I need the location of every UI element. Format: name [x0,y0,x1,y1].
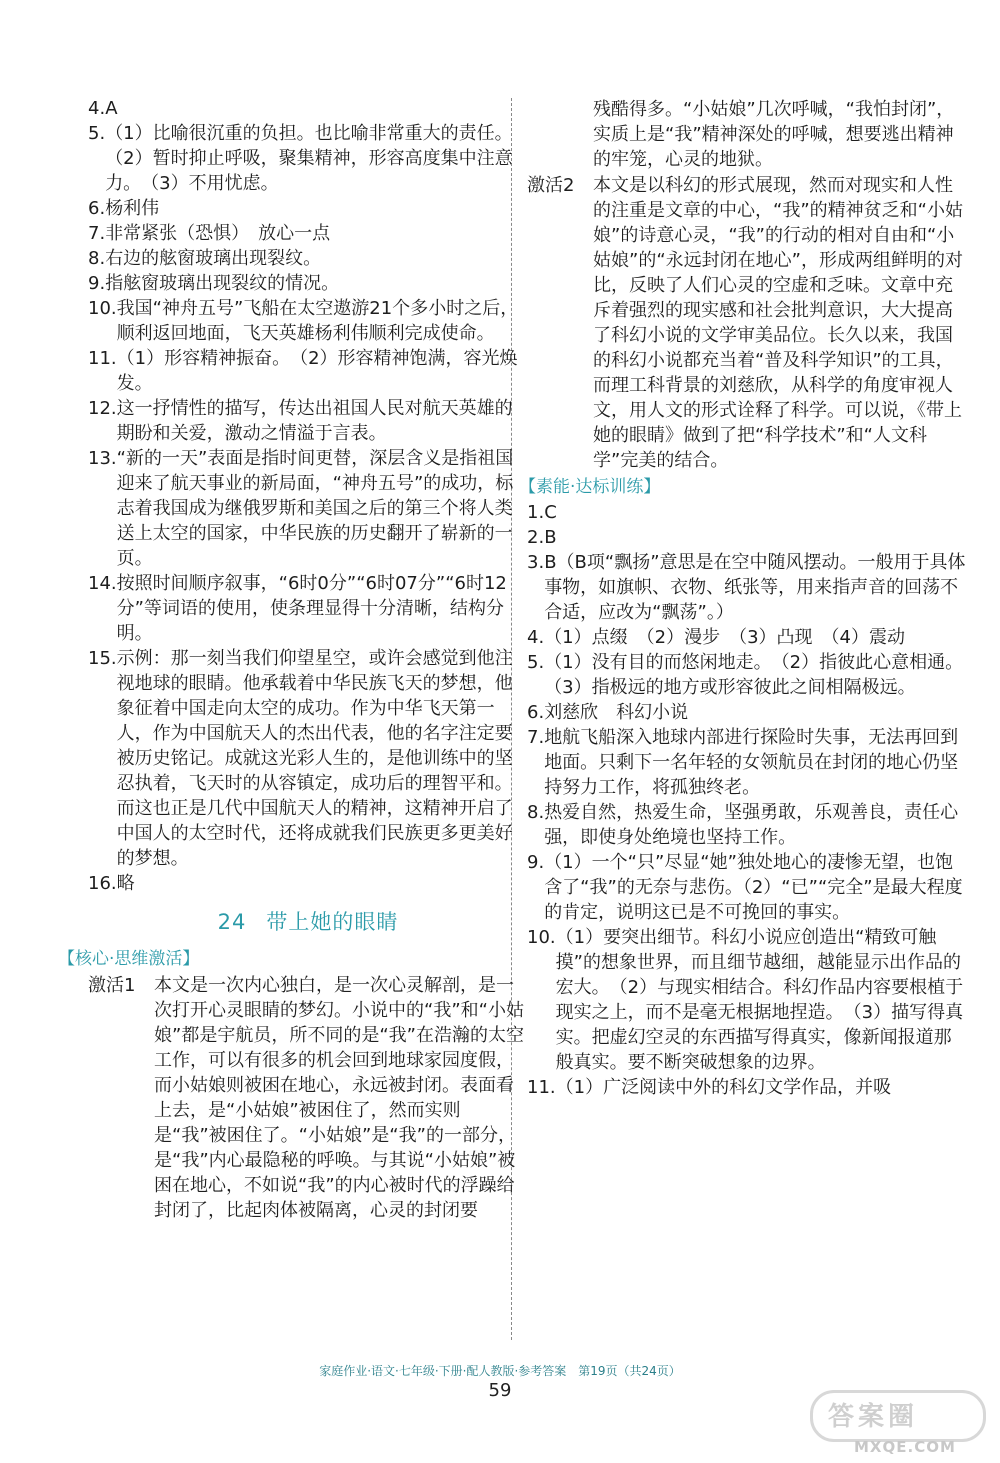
answer-item: 9. 指舷窗玻璃出现裂纹的情况。 [88,273,340,294]
answer-item: 9. （1）一个“只”尽显“她”独处地心的凄惨无望，也饱含了“我”的无奈与悲伤。（2）“已”“完全”是最大程度的肯定，说明这已是不可挽回的事实。 [527,852,963,923]
section-heading: 【素能·达标训练】 [519,477,661,497]
activation-continuation: 残酷得多。“小姑娘”几次呼喊，“我怕封闭”，实质上是“我”精神深处的呼喊，想要逃出精神的牢笼，心灵的地狱。 [593,99,955,170]
answer-item: 5. （1）比喻很沉重的负担。也比喻非常重大的责任。 （2）暂时抑止呼吸，聚集精神，形容高度集中注意力。 （3）不用忧虑。 [88,123,522,194]
watermark-logo [810,1390,990,1456]
answer-item: 15. 示例：那一刻当我们仰望星空，或许会感觉到他注视地球的眼睛。他承载着中华民族飞天的梦想，他象征着中国走向太空的成功。作为中华飞天第一人，作为中国航天人的杰出代表，他的名字注定要被历史铭记。成就这光彩人生的，是他训练中的坚忍执着，飞天时的从容镇定，成功后的理智平和。而这也正是几代中国航天人的精神，这精神开启了中国人的太空时代，还将成就我们民族更多更美好的梦想。 [88,648,513,869]
right-column [519,96,973,1100]
answer-item: 10. 我国“神舟五号”飞船在太空遨游21个多小时之后，顺利返回地面，飞天英雄杨利伟顺利完成使命。 [88,298,519,344]
answer-item: 5. （1）没有目的而悠闲地走。 （2）指彼此心意相通。 （3）指极远的地方或形容彼此之间相隔极远。 [527,652,973,698]
answer-item: 3. B（B项“飘扬”意思是在空中随风摆动。一般用于具体事物，如旗帜、衣物、纸张等，用来指声音的回荡不合适，应改为“飘荡”。） [527,552,966,623]
answer-item: 16. 略 [88,873,135,894]
section-title: 24 带上她的眼睛 [217,910,399,934]
answer-item: 12. 这一抒情性的描写，传达出祖国人民对航天英雄的期盼和关爱，激动之情溢于言表。 [88,398,513,444]
page-number: 59 [488,1380,512,1401]
answer-item: 11. （1）广泛阅读中外的科幻文学作品，并吸 [527,1077,892,1098]
answer-item: 8. 右边的舷窗玻璃出现裂纹。 [88,248,322,269]
watermark-text: 答案圈 [828,1402,919,1432]
activation-block: 激活1 本文是一次内心独白，是一次心灵解剖，是一次打开心灵眼睛的梦幻。小说中的“我”和“小姑娘”都是宇航员，所不同的是“我”在浩瀚的太空工作，可以有很多的机会回到地球家园度假，而小姑娘则被困在地心，永远被封闭。表面看上去，是“小姑娘”被困住了，然而实则是“我”被困住了。“小姑娘”是“我”的一部分，是“我”内心最隐秘的呼唤。与其说“小姑娘”被困在地心，不如说“我”的内心被时代的浮躁给封闭了，比起肉体被隔离，心灵的封闭要 [88,975,524,1221]
left-column [58,96,528,1223]
answer-item: 4. （1）点缀 （2）漫步 （3）凸现 （4）震动 [527,627,905,648]
answer-item: 13. “新的一天”表面是指时间更替，深层含义是指祖国迎来了航天事业的新局面，“神舟五号”的成功，标志着我国成为继俄罗斯和美国之后的第三个将人类送上太空的国家，中华民族的历史翻开了崭新的一页。 [88,448,514,569]
answer-item: 8. 热爱自然，热爱生命，坚强勇敢，乐观善良，责任心强，即使身处绝境也坚持工作。 [527,802,959,848]
section-heading: 【核心·思维激活】 [58,949,200,969]
watermark-url: MXQE.COM [854,1438,956,1456]
answer-item: 11. （1）形容精神振奋。 （2）形容精神饱满，容光焕发。 [88,348,518,394]
activation-block: 激活2 本文是以科幻的形式展现，然而对现实和人性的注重是文章的中心，“我”的精神贫乏和“小姑娘”的诗意心灵，“我”的行动的相对自由和“小姑娘”的“永远封闭在地心”，形成两组鲜明的对比，反映了人们心灵的空虚和乏味。文章中充斥着强烈的现实感和社会批判意识，大大提高了科幻小说的文学审美品位。长久以来，我国的科幻小说都充当着“普及科学知识”的工具，而理工科背景的刘慈欣，从科学的角度审视人文，用人文的形式诠释了科学。可以说，《带上她的眼睛》做到了把“科学技术”和“人文科学”完美的结合。 [527,175,963,471]
answer-item: 6. 杨利伟 [88,198,160,219]
answer-item: 2. B [527,527,557,548]
answer-item: 7. 地航飞船深入地球内部进行探险时失事，无法再回到地面。只剩下一名年轻的女领航员在封闭的地心仍坚持努力工作，将孤独终老。 [527,727,959,798]
answer-item: 1. C [527,502,557,523]
answer-item: 10. （1）要突出细节。科幻小说应创造出“精致可触摸”的想象世界，而且细节越细，越能显示出作品的宏大。 （2）与现实相结合。科幻作品内容要根植于现实之上，而不是毫无根据地捏造。 （3）描写得真实。把虚幻空灵的东西描写得真实，像新闻报道那般真实。要不断突破想象的边界。 [527,927,964,1073]
answer-item: 14. 按照时间顺序叙事，“6时0分”“6时07分”“6时12分”等词语的使用，使条理显得十分清晰，结构分明。 [88,573,507,644]
answer-item: 7. 非常紧张（恐惧） 放心一点 [88,223,331,244]
answer-item: 6. 刘慈欣 科幻小说 [527,702,689,723]
page-footer: 家庭作业·语文·七年级·下册·配人教版·参考答案 第19页（共24页） [319,1364,681,1378]
answer-item: 4. A [88,98,118,119]
